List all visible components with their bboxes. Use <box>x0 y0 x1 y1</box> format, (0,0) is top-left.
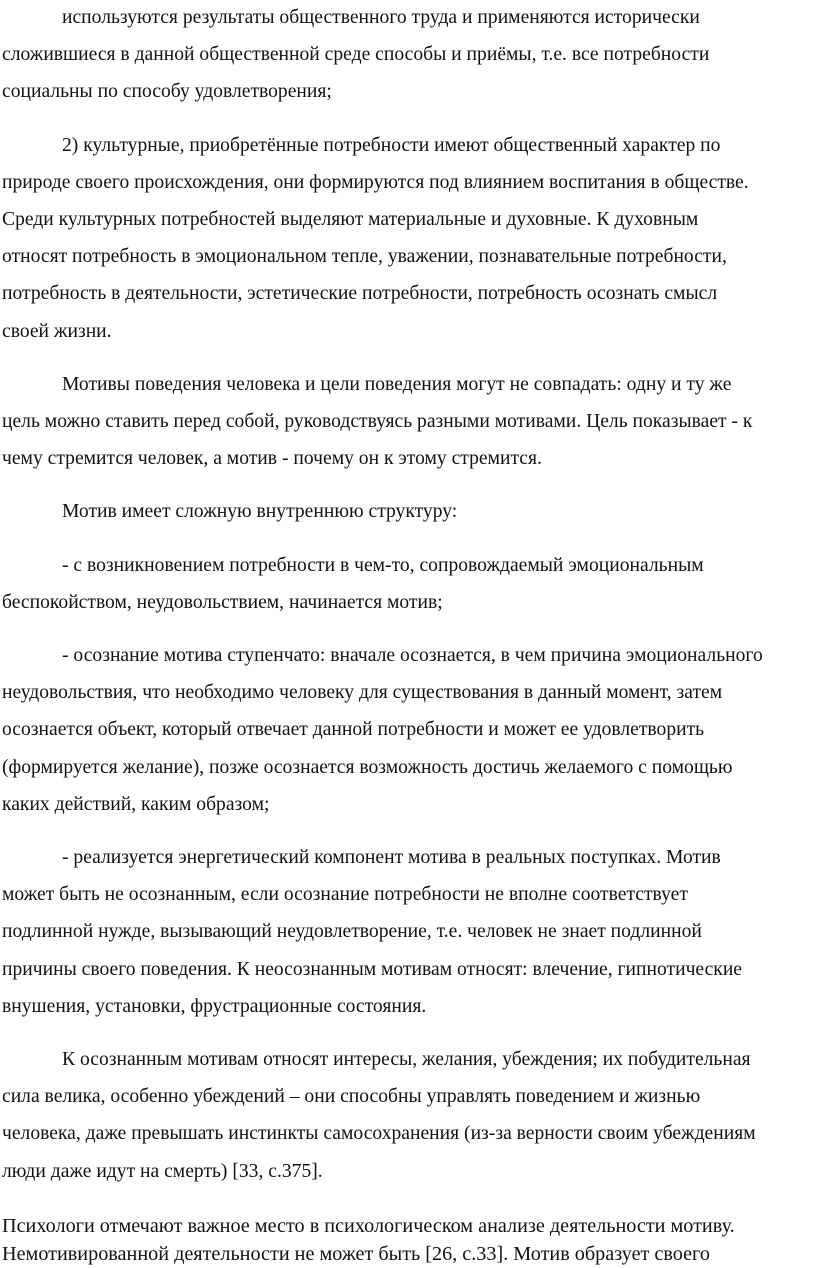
paragraph-motive-awareness <box>0 637 816 823</box>
paragraph-social-needs <box>0 0 816 111</box>
text-line: - с возникновением потребности в чем-то, сопровождаемый эмоциональным <box>62 554 704 576</box>
paragraph-psychologists-note <box>0 1212 816 1268</box>
text-line: внушения, установки, фрустрационные состояния. <box>2 995 427 1017</box>
text-line: используются результаты общественного труда и применяются исторически <box>62 7 700 28</box>
text-line: (формируется желание), позже осознается возможность достичь желаемого с помощью <box>2 756 733 778</box>
text-line: человека, даже превышать инстинкты самосохранения (из-за верности своим убеждениям <box>2 1123 756 1145</box>
text-line: люди даже идут на смерть) [33, с.375]. <box>2 1160 323 1182</box>
text-line: Психологи отмечают важное место в психологическом анализе деятельности мотиву. <box>2 1214 735 1237</box>
text-line: может быть не осознанным, если осознание потребности не вполне соответствует <box>2 884 688 906</box>
text-line: относят потребность в эмоциональном тепле, уважении, познавательные потребности, <box>2 246 727 268</box>
text-line: потребность в деятельности, эстетические потребности, потребность осознать смысл <box>2 283 718 305</box>
text-line: социальны по способу удовлетворения; <box>2 81 332 103</box>
text-line: беспокойством, неудовольствием, начинается мотив; <box>2 591 443 613</box>
paragraph-need-emergence <box>0 547 816 621</box>
text-line: каких действий, каким образом; <box>2 793 270 815</box>
paragraph-energy-component <box>0 839 816 1025</box>
text-line: К осознанным мотивам относят интересы, желания, убеждения; их побудительная <box>62 1049 751 1071</box>
paragraph-motives-and-goals <box>0 366 816 478</box>
paragraph-motive-structure <box>0 493 816 530</box>
paragraph-cultural-needs <box>0 127 816 350</box>
text-line: цель можно ставить перед собой, руководствуясь разными мотивами. Цель показывает - к <box>2 411 753 433</box>
text-line: - осознание мотива ступенчато: вначале осознается, в чем причина эмоционального <box>62 645 763 667</box>
text-line: Немотивированной деятельности не может быть [26, с.33]. Мотив образует своего <box>2 1242 710 1265</box>
text-line: неудовольствия, что необходимо человеку для существования в данный момент, затем <box>2 682 723 704</box>
text-line: природе своего происхождения, они формируются под влиянием воспитания в обществе. <box>2 171 749 193</box>
text-line: чему стремится человек, а мотив - почему он к этому стремится. <box>2 448 542 470</box>
text-line: сила велика, особенно убеждений – они способны управлять поведением и жизнью <box>2 1086 701 1108</box>
text-line: Мотивы поведения человека и цели поведения могут не совпадать: одну и ту же <box>62 373 732 395</box>
text-line: осознается объект, который отвечает данной потребности и может ее удовлетворить <box>2 719 705 741</box>
text-line: 2) культурные, приобретённые потребности имеют общественный характер по <box>62 134 721 156</box>
text-line: причины своего поведения. К неосознанным мотивам относят: влечение, гипнотические <box>2 958 743 980</box>
paragraph-conscious-motives <box>0 1041 816 1190</box>
text-line: - реализуется энергетический компонент мотива в реальных поступках. Мотив <box>62 847 721 869</box>
text-line: подлинной нужде, вызывающий неудовлетворение, т.е. человек не знает подлинной <box>2 921 702 943</box>
text-line: Мотив имеет сложную внутреннюю структуру: <box>62 501 458 523</box>
text-line: своей жизни. <box>2 320 112 342</box>
text-line: сложившиеся в данной общественной среде способы и приёмы, т.е. все потребности <box>2 44 710 66</box>
text-line: Среди культурных потребностей выделяют материальные и духовные. К духовным <box>2 209 699 231</box>
